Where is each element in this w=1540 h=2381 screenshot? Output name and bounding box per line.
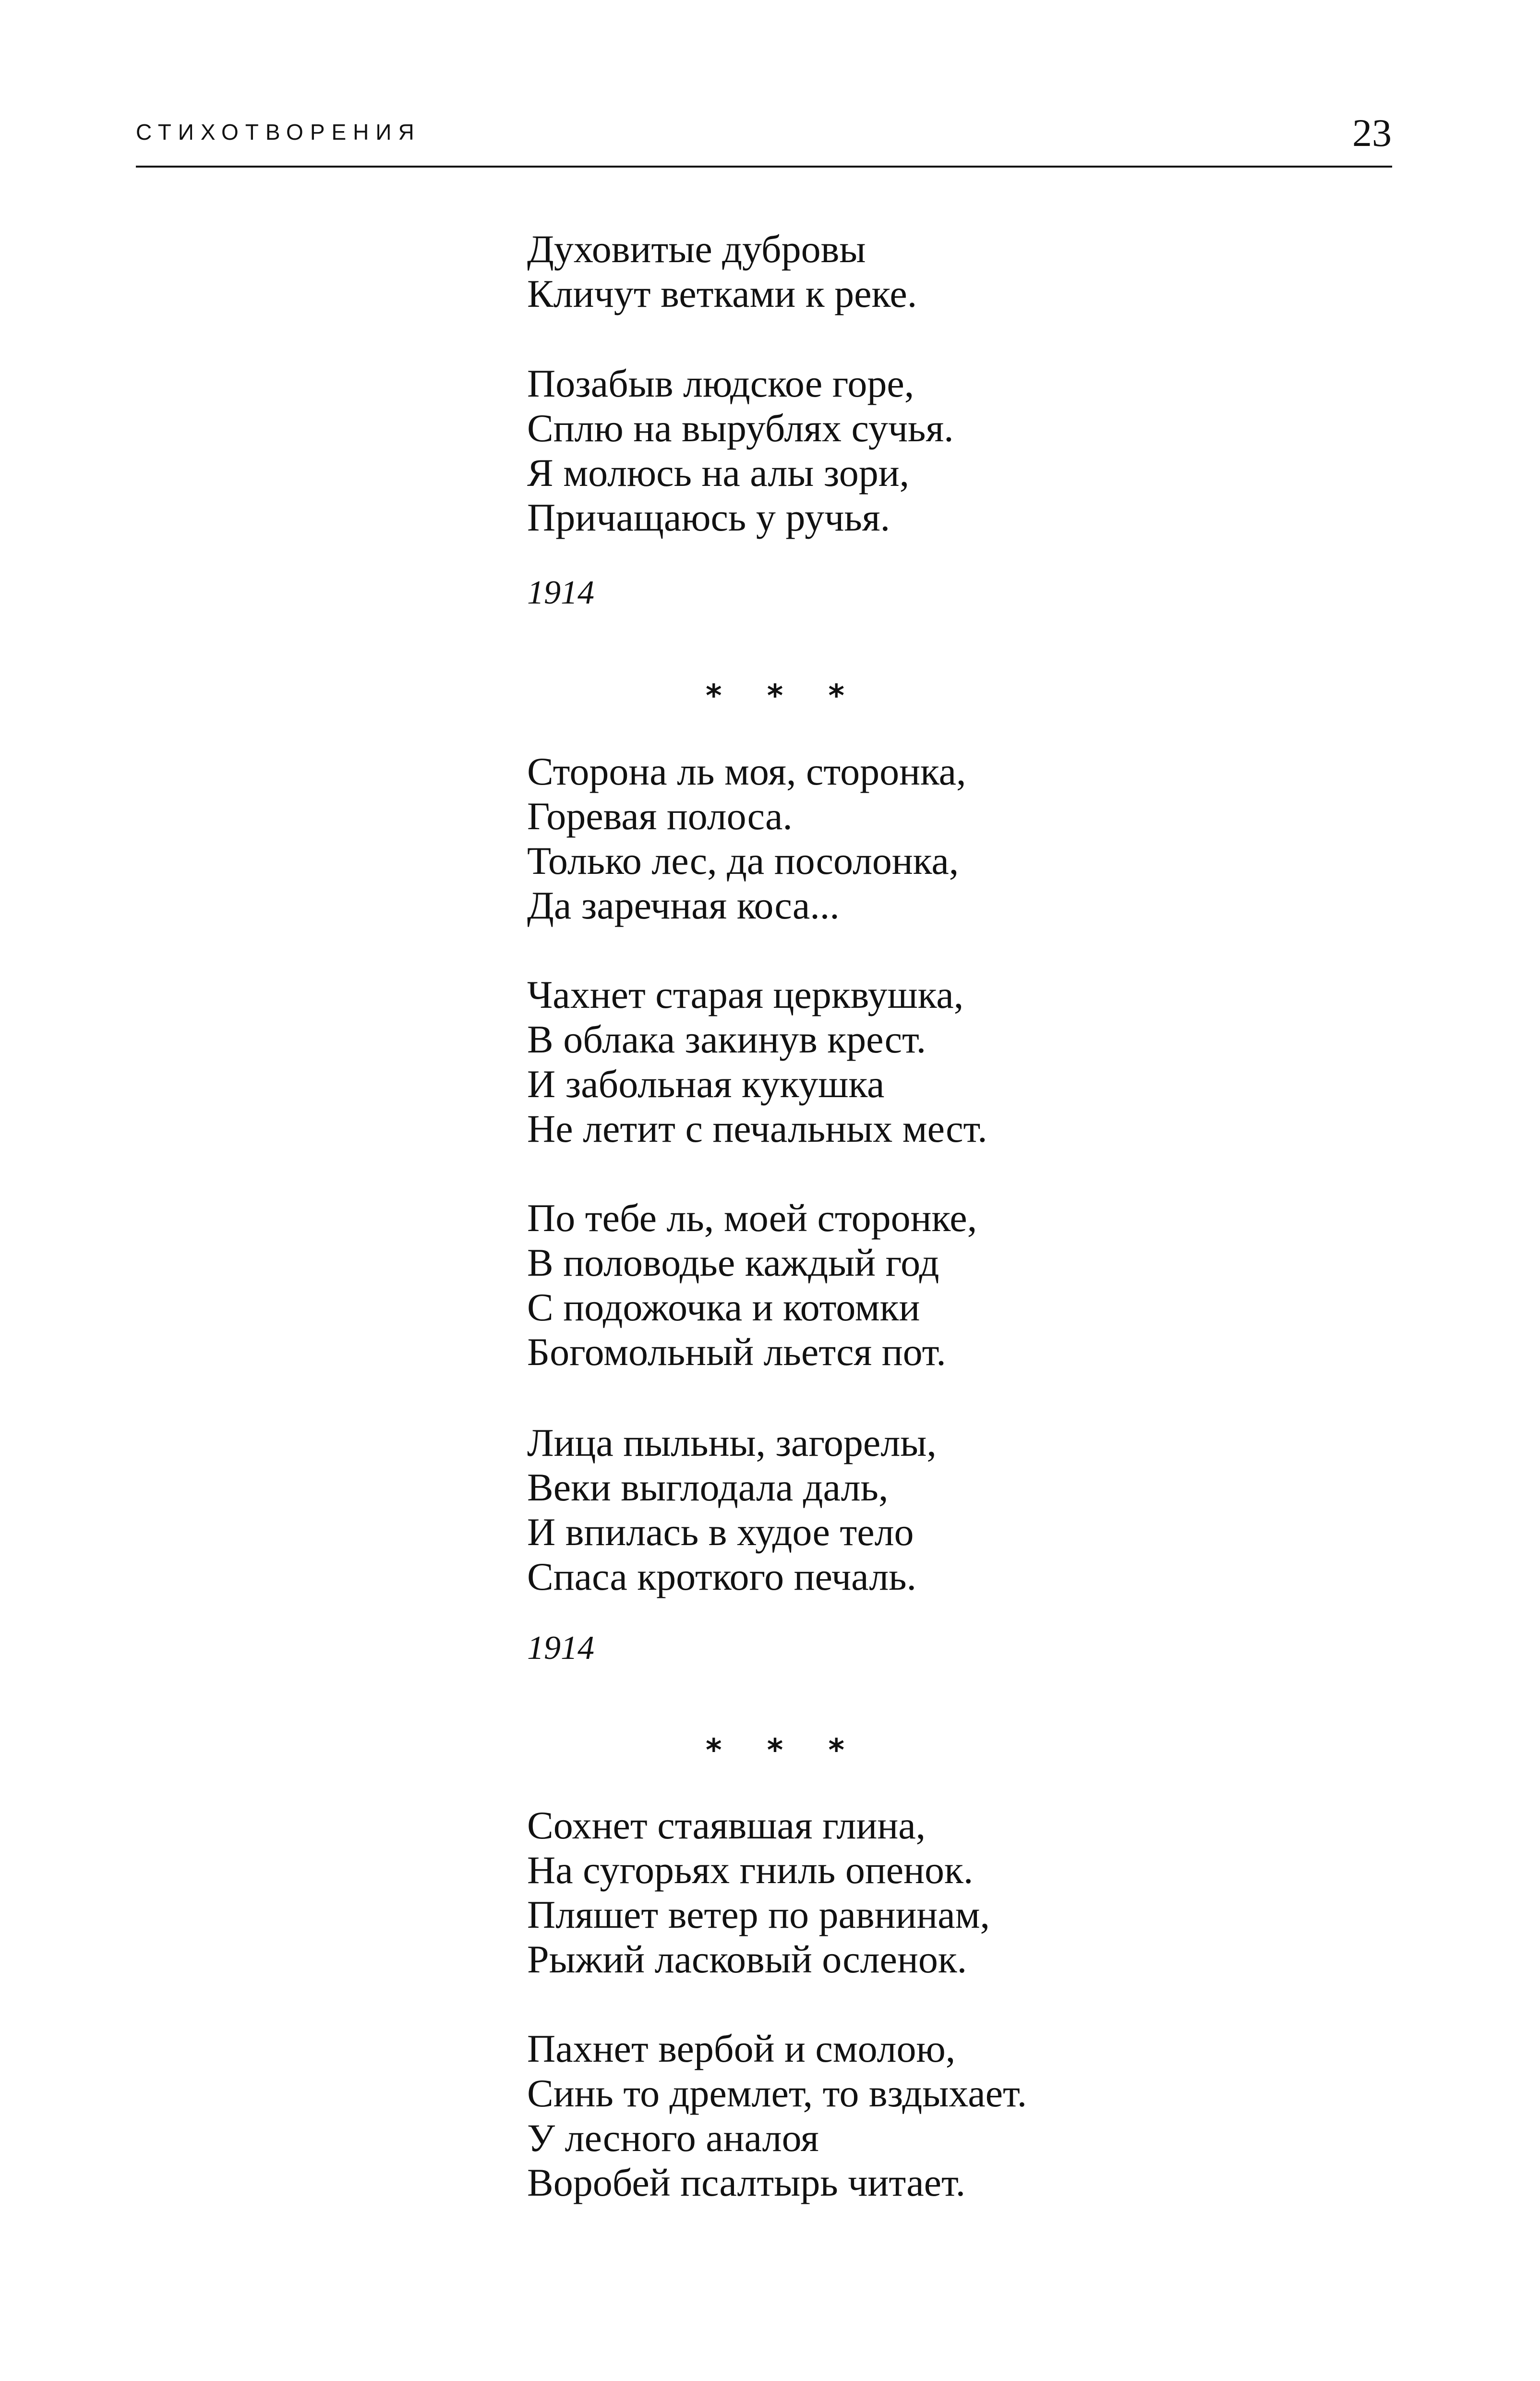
verse-line: Пахнет вербой и смолою, <box>527 2027 956 2070</box>
verse-line: Я молюсь на алы зори, <box>527 451 910 495</box>
verse-line: Только лес, да посолонка, <box>527 839 959 882</box>
poem1-stanza-1 <box>527 227 917 316</box>
verse-line: И впилась в худое тело <box>527 1510 914 1554</box>
verse-line: И забольная кукушка <box>527 1062 885 1106</box>
verse-line: На сугорьях гниль опенок. <box>527 1848 974 1892</box>
verse-line: Не летит с печальных мест. <box>527 1107 987 1150</box>
running-head: СТИХОТВОРЕНИЯ <box>136 120 421 145</box>
poem1-date: 1914 <box>527 574 594 611</box>
verse-line: В половодье каждый год <box>527 1241 939 1284</box>
verse-line: Спаса кроткого печаль. <box>527 1555 917 1598</box>
verse-line: Позабыв людское горе, <box>527 362 914 405</box>
poem3-separator: * * * <box>706 1733 862 1768</box>
verse-line: Да заречная коса... <box>527 883 840 927</box>
verse-line: Духовитые дубровы <box>527 227 866 271</box>
poem3-stanza-2 <box>527 2026 1027 2205</box>
poem2-stanza-4 <box>527 1420 937 1599</box>
verse-line: Сплю на вырублях сучья. <box>527 406 954 450</box>
verse-line: Синь то дремлет, то вздыхает. <box>527 2071 1027 2115</box>
verse-line: В облака закинув крест. <box>527 1017 926 1061</box>
verse-line: У лесного аналоя <box>527 2116 819 2160</box>
verse-line: С подожочка и котомки <box>527 1285 920 1329</box>
poem2-stanza-1 <box>527 749 966 928</box>
verse-line: Пляшет ветер по равнинам, <box>527 1893 990 1936</box>
verse-line: Рыжий ласковый осленок. <box>527 1937 967 1981</box>
verse-line: Воробей псалтырь читает. <box>527 2161 966 2204</box>
verse-line: Чахнет старая церквушка, <box>527 973 964 1016</box>
verse-line: Сохнет стаявшая глина, <box>527 1803 926 1847</box>
verse-line: Богомольный льется пот. <box>527 1330 946 1374</box>
header-rule <box>136 166 1392 168</box>
poem2-date: 1914 <box>527 1630 594 1667</box>
verse-line: Лица пыльны, загорелы, <box>527 1421 937 1464</box>
verse-line: Сторона ль моя, сторонка, <box>527 749 966 793</box>
poem2-separator: * * * <box>706 678 862 714</box>
page-number: 23 <box>1352 111 1392 155</box>
poem2-stanza-2 <box>527 972 987 1151</box>
verse-line: Веки выглодала даль, <box>527 1465 889 1509</box>
verse-line: Горевая полоса. <box>527 794 793 838</box>
verse-line: Кличут ветками к реке. <box>527 272 917 315</box>
poem1-stanza-2 <box>527 361 954 540</box>
poem3-stanza-1 <box>527 1803 990 1982</box>
verse-line: По тебе ль, моей сторонке, <box>527 1196 977 1240</box>
poem2-stanza-3 <box>527 1196 977 1374</box>
verse-line: Причащаюсь у ручья. <box>527 496 890 539</box>
